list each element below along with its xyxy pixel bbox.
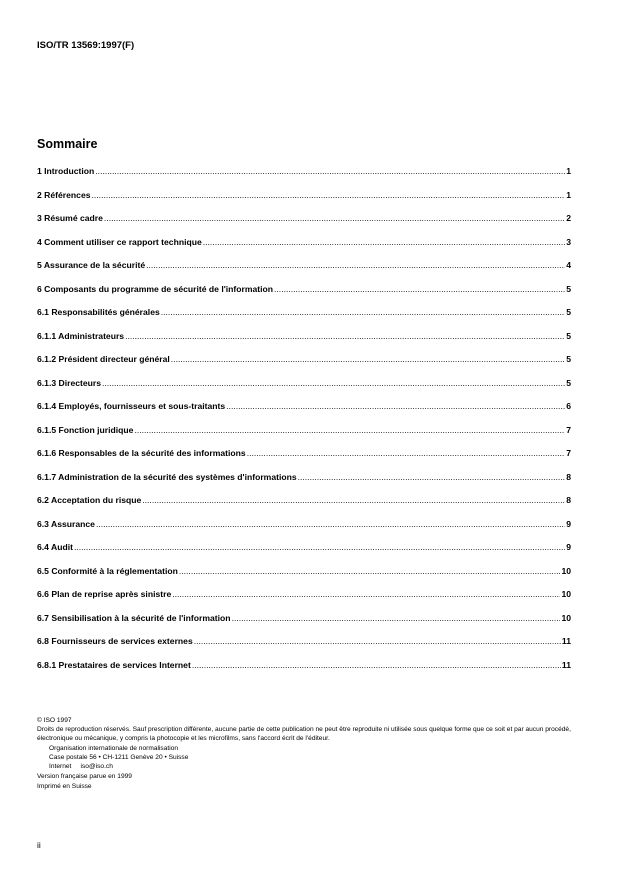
toc-entry[interactable] bbox=[37, 425, 571, 449]
toc-entry-label: 6.1.3 Directeurs bbox=[37, 377, 102, 388]
toc-entry-page: 8 bbox=[566, 495, 571, 505]
toc-entry-label: 4 Comment utiliser ce rapport technique bbox=[37, 236, 202, 247]
table-of-contents bbox=[37, 166, 571, 683]
toc-entry-label: 6.5 Conformité à la réglementation bbox=[37, 565, 178, 576]
toc-entry-page: 1 bbox=[566, 189, 571, 200]
toc-entry-label: 3 Résumé cadre bbox=[37, 213, 103, 223]
toc-leader-dots bbox=[179, 566, 561, 576]
toc-entry-page: 4 bbox=[566, 260, 571, 270]
toc-entry-page: 9 bbox=[566, 542, 571, 552]
toc-entry-page: 2 bbox=[566, 213, 571, 223]
toc-entry-page: 10 bbox=[561, 565, 571, 576]
toc-entry-label: 6.4 Audit bbox=[37, 542, 73, 552]
toc-leader-dots bbox=[226, 401, 565, 411]
toc-entry-label: 6.1.4 Employés, fournisseurs et sous-traitants bbox=[37, 401, 226, 411]
toc-leader-dots bbox=[104, 213, 565, 223]
toc-entry-label: 6.6 Plan de reprise après sinistre bbox=[37, 589, 172, 599]
toc-entry-page: 8 bbox=[566, 471, 571, 482]
toc-entry[interactable] bbox=[37, 166, 571, 190]
page-number: ii bbox=[37, 840, 41, 850]
toc-leader-dots bbox=[274, 284, 565, 294]
toc-entry-page: 10 bbox=[561, 589, 571, 599]
toc-entry-page: 11 bbox=[561, 659, 571, 670]
toc-entry-page: 10 bbox=[561, 612, 571, 623]
toc-entry-label: 1 Introduction bbox=[37, 166, 95, 176]
toc-entry-page: 11 bbox=[561, 636, 571, 646]
toc-entry-label: 2 Références bbox=[37, 189, 91, 200]
toc-leader-dots bbox=[247, 448, 566, 458]
toc-entry[interactable] bbox=[37, 378, 571, 402]
postal-address: Case postale 56 • CH-1211 Genève 20 • Suisse bbox=[49, 753, 189, 761]
toc-leader-dots bbox=[102, 378, 565, 388]
toc-entry-page: 9 bbox=[566, 518, 571, 529]
toc-leader-dots bbox=[203, 237, 565, 247]
toc-entry-page: 7 bbox=[566, 448, 571, 458]
toc-entry[interactable] bbox=[37, 307, 571, 331]
toc-leader-dots bbox=[74, 542, 565, 552]
toc-leader-dots bbox=[125, 331, 565, 341]
toc-entry-page: 1 bbox=[566, 166, 571, 176]
toc-entry[interactable] bbox=[37, 542, 571, 566]
toc-leader-dots bbox=[192, 660, 561, 670]
toc-entry-label: 6.1.6 Responsables de la sécurité des informations bbox=[37, 448, 246, 458]
toc-entry[interactable] bbox=[37, 284, 571, 308]
toc-entry-label: 6.1 Responsabilités générales bbox=[37, 307, 160, 317]
toc-entry-label: 6.2 Acceptation du risque bbox=[37, 495, 142, 505]
toc-entry-page: 5 bbox=[566, 330, 571, 341]
toc-entry[interactable] bbox=[37, 331, 571, 355]
toc-leader-dots bbox=[161, 307, 565, 317]
toc-entry[interactable] bbox=[37, 472, 571, 496]
toc-entry[interactable] bbox=[37, 260, 571, 284]
printed-note: Imprimé en Suisse bbox=[37, 783, 92, 791]
toc-entry-label: 6.7 Sensibilisation à la sécurité de l'information bbox=[37, 612, 231, 623]
toc-entry-page: 6 bbox=[566, 401, 571, 411]
toc-entry-label: 6.8.1 Prestataires de services Internet bbox=[37, 659, 191, 670]
toc-entry[interactable] bbox=[37, 237, 571, 261]
toc-entry-label: 6 Composants du programme de sécurité de l'information bbox=[37, 283, 274, 294]
toc-leader-dots bbox=[146, 260, 565, 270]
toc-entry[interactable] bbox=[37, 636, 571, 660]
toc-entry[interactable] bbox=[37, 448, 571, 472]
toc-leader-dots bbox=[171, 354, 565, 364]
toc-leader-dots bbox=[142, 495, 565, 505]
toc-entry-page: 3 bbox=[566, 236, 571, 247]
toc-entry[interactable] bbox=[37, 660, 571, 684]
toc-entry-label: 6.1.2 Président directeur général bbox=[37, 354, 170, 364]
toc-entry-page: 5 bbox=[566, 354, 571, 364]
toc-leader-dots bbox=[194, 636, 561, 646]
toc-entry-label: 6.8 Fournisseurs de services externes bbox=[37, 636, 193, 646]
internet-address: Internet iso@iso.ch bbox=[49, 763, 113, 771]
toc-entry[interactable] bbox=[37, 613, 571, 637]
toc-entry-label: 5 Assurance de la sécurité bbox=[37, 260, 146, 270]
toc-entry[interactable] bbox=[37, 354, 571, 378]
rights-notice: Droits de reproduction réservés. Sauf prescription différente, aucune partie de cette publication ne peut être reproduite ni utilisée sous quelque forme que ce soit et par aucun procédé, électronique ou mécanique, y compris la photocopie et les microfilms, sans l'accord écrit de l'éditeur. bbox=[37, 726, 571, 743]
toc-leader-dots bbox=[96, 519, 565, 529]
toc-entry[interactable] bbox=[37, 213, 571, 237]
toc-entry[interactable] bbox=[37, 495, 571, 519]
organisation-name: Organisation internationale de normalisation bbox=[49, 744, 179, 752]
toc-entry-label: 6.3 Assurance bbox=[37, 518, 95, 529]
document-id: ISO/TR 13569:1997(F) bbox=[37, 40, 135, 51]
toc-entry[interactable] bbox=[37, 566, 571, 590]
toc-leader-dots bbox=[232, 613, 561, 623]
toc-leader-dots bbox=[92, 190, 566, 200]
toc-leader-dots bbox=[95, 166, 565, 176]
toc-leader-dots bbox=[134, 425, 565, 435]
toc-entry[interactable] bbox=[37, 401, 571, 425]
toc-entry-page: 5 bbox=[566, 377, 571, 388]
toc-entry-page: 5 bbox=[566, 283, 571, 294]
toc-entry[interactable] bbox=[37, 589, 571, 613]
toc-entry-label: 6.1.5 Fonction juridique bbox=[37, 424, 134, 435]
copyright-line: © ISO 1997 bbox=[37, 717, 72, 724]
toc-entry-page: 7 bbox=[566, 424, 571, 435]
toc-leader-dots bbox=[298, 472, 566, 482]
version-note: Version française parue en 1999 bbox=[37, 773, 132, 781]
toc-entry[interactable] bbox=[37, 190, 571, 214]
toc-entry[interactable] bbox=[37, 519, 571, 543]
toc-entry-label: 6.1.7 Administration de la sécurité des systèmes d'informations bbox=[37, 471, 297, 482]
toc-entry-label: 6.1.1 Administrateurs bbox=[37, 330, 125, 341]
toc-entry-page: 5 bbox=[566, 307, 571, 317]
toc-leader-dots bbox=[172, 589, 560, 599]
copyright-block bbox=[37, 716, 582, 792]
toc-title: Sommaire bbox=[37, 137, 98, 151]
